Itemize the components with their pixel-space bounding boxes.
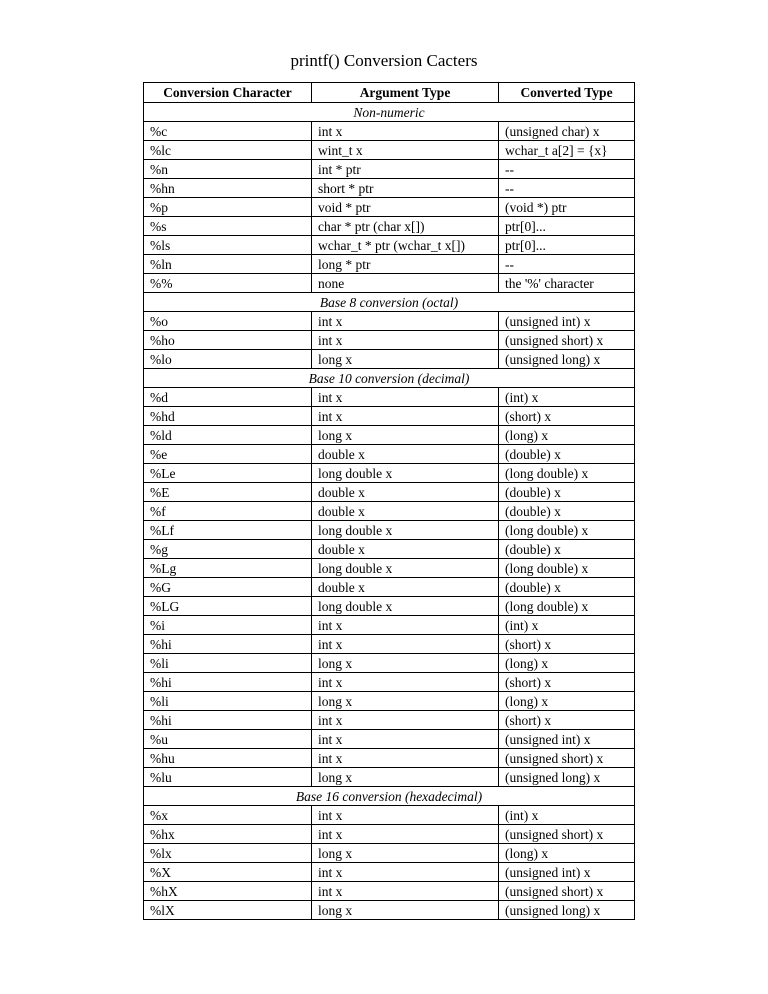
argument-type-cell: int x <box>312 730 499 749</box>
argument-type-cell: none <box>312 274 499 293</box>
converted-type-cell: (long) x <box>499 654 635 673</box>
argument-type-cell: int x <box>312 882 499 901</box>
table-row <box>144 198 635 217</box>
converted-type-cell: (unsigned char) x <box>499 122 635 141</box>
conversion-character-cell: %G <box>144 578 312 597</box>
section-title: Base 10 conversion (decimal) <box>144 369 635 388</box>
section-header-row <box>144 103 635 122</box>
argument-type-cell: int x <box>312 711 499 730</box>
converted-type-cell: (double) x <box>499 540 635 559</box>
table-row <box>144 882 635 901</box>
argument-type-cell: double x <box>312 483 499 502</box>
table-body <box>144 103 635 920</box>
table-row <box>144 540 635 559</box>
argument-type-cell: double x <box>312 445 499 464</box>
column-header-conversion-character: Conversion Character <box>144 83 312 103</box>
argument-type-cell: int * ptr <box>312 160 499 179</box>
argument-type-cell: double x <box>312 540 499 559</box>
section-header-row <box>144 787 635 806</box>
converted-type-cell: ptr[0]... <box>499 236 635 255</box>
argument-type-cell: long * ptr <box>312 255 499 274</box>
table-row <box>144 711 635 730</box>
table-row <box>144 502 635 521</box>
table-row <box>144 730 635 749</box>
conversion-character-cell: %g <box>144 540 312 559</box>
conversion-character-cell: %li <box>144 692 312 711</box>
page-title: printf() Conversion Cacters <box>290 51 478 70</box>
table-row <box>144 825 635 844</box>
converted-type-cell: (short) x <box>499 711 635 730</box>
table-row <box>144 692 635 711</box>
converted-type-cell: (unsigned short) x <box>499 749 635 768</box>
argument-type-cell: int x <box>312 749 499 768</box>
argument-type-cell: double x <box>312 502 499 521</box>
converted-type-cell: (unsigned long) x <box>499 901 635 920</box>
table-row <box>144 749 635 768</box>
conversion-character-cell: %lo <box>144 350 312 369</box>
converted-type-cell: (unsigned short) x <box>499 882 635 901</box>
converted-type-cell: (long double) x <box>499 464 635 483</box>
conversion-character-cell: %lX <box>144 901 312 920</box>
table-row <box>144 901 635 920</box>
table-row <box>144 768 635 787</box>
argument-type-cell: int x <box>312 331 499 350</box>
table-row <box>144 635 635 654</box>
conversion-character-cell: %x <box>144 806 312 825</box>
conversion-character-cell: %u <box>144 730 312 749</box>
conversion-character-cell: %% <box>144 274 312 293</box>
argument-type-cell: int x <box>312 673 499 692</box>
table-row <box>144 521 635 540</box>
header-row <box>144 83 635 103</box>
converted-type-cell: (void *) ptr <box>499 198 635 217</box>
conversion-character-cell: %ho <box>144 331 312 350</box>
argument-type-cell: double x <box>312 578 499 597</box>
conversion-character-cell: %ld <box>144 426 312 445</box>
conversion-character-cell: %s <box>144 217 312 236</box>
table-row <box>144 863 635 882</box>
argument-type-cell: int x <box>312 616 499 635</box>
table-row <box>144 255 635 274</box>
converted-type-cell: (unsigned long) x <box>499 768 635 787</box>
table-row <box>144 274 635 293</box>
table-row <box>144 350 635 369</box>
argument-type-cell: int x <box>312 407 499 426</box>
argument-type-cell: int x <box>312 635 499 654</box>
table-row <box>144 426 635 445</box>
converted-type-cell: (short) x <box>499 673 635 692</box>
table-row <box>144 122 635 141</box>
conversion-character-cell: %f <box>144 502 312 521</box>
conversion-character-cell: %hd <box>144 407 312 426</box>
argument-type-cell: long double x <box>312 559 499 578</box>
column-header-argument-type: Argument Type <box>312 83 499 103</box>
converted-type-cell: (long) x <box>499 426 635 445</box>
converted-type-cell: (double) x <box>499 483 635 502</box>
converted-type-cell: wchar_t a[2] = {x} <box>499 141 635 160</box>
argument-type-cell: long double x <box>312 464 499 483</box>
conversion-character-cell: %E <box>144 483 312 502</box>
converted-type-cell: (double) x <box>499 445 635 464</box>
conversion-character-cell: %o <box>144 312 312 331</box>
converted-type-cell: (double) x <box>499 502 635 521</box>
table-row <box>144 654 635 673</box>
section-title: Base 16 conversion (hexadecimal) <box>144 787 635 806</box>
converted-type-cell: (int) x <box>499 388 635 407</box>
converted-type-cell: (unsigned short) x <box>499 825 635 844</box>
conversion-table <box>143 82 635 920</box>
converted-type-cell: (short) x <box>499 407 635 426</box>
table-row <box>144 616 635 635</box>
argument-type-cell: long double x <box>312 597 499 616</box>
converted-type-cell: (unsigned int) x <box>499 730 635 749</box>
converted-type-cell: (short) x <box>499 635 635 654</box>
argument-type-cell: wchar_t * ptr (wchar_t x[]) <box>312 236 499 255</box>
conversion-character-cell: %Le <box>144 464 312 483</box>
table-row <box>144 141 635 160</box>
table-row <box>144 844 635 863</box>
table-row <box>144 160 635 179</box>
converted-type-cell: -- <box>499 179 635 198</box>
conversion-character-cell: %ln <box>144 255 312 274</box>
conversion-character-cell: %c <box>144 122 312 141</box>
argument-type-cell: short * ptr <box>312 179 499 198</box>
conversion-character-cell: %n <box>144 160 312 179</box>
conversion-character-cell: %hx <box>144 825 312 844</box>
converted-type-cell: (int) x <box>499 806 635 825</box>
conversion-character-cell: %d <box>144 388 312 407</box>
converted-type-cell: (double) x <box>499 578 635 597</box>
argument-type-cell: long x <box>312 426 499 445</box>
table-row <box>144 597 635 616</box>
table-header <box>144 83 635 103</box>
conversion-character-cell: %hX <box>144 882 312 901</box>
argument-type-cell: int x <box>312 122 499 141</box>
converted-type-cell: (unsigned int) x <box>499 312 635 331</box>
argument-type-cell: long x <box>312 350 499 369</box>
conversion-character-cell: %LG <box>144 597 312 616</box>
converted-type-cell: ptr[0]... <box>499 217 635 236</box>
converted-type-cell: -- <box>499 160 635 179</box>
section-title: Non-numeric <box>144 103 635 122</box>
argument-type-cell: char * ptr (char x[]) <box>312 217 499 236</box>
conversion-character-cell: %ls <box>144 236 312 255</box>
conversion-character-cell: %hu <box>144 749 312 768</box>
table-row <box>144 445 635 464</box>
conversion-character-cell: %hi <box>144 673 312 692</box>
conversion-character-cell: %p <box>144 198 312 217</box>
conversion-character-cell: %hi <box>144 711 312 730</box>
argument-type-cell: int x <box>312 388 499 407</box>
converted-type-cell: (unsigned long) x <box>499 350 635 369</box>
argument-type-cell: int x <box>312 806 499 825</box>
column-header-converted-type: Converted Type <box>499 83 635 103</box>
conversion-character-cell: %lu <box>144 768 312 787</box>
conversion-character-cell: %e <box>144 445 312 464</box>
converted-type-cell: (long double) x <box>499 559 635 578</box>
section-header-row <box>144 369 635 388</box>
argument-type-cell: long x <box>312 844 499 863</box>
table-row <box>144 559 635 578</box>
conversion-character-cell: %li <box>144 654 312 673</box>
table-row <box>144 179 635 198</box>
converted-type-cell: (unsigned int) x <box>499 863 635 882</box>
argument-type-cell: long x <box>312 901 499 920</box>
argument-type-cell: wint_t x <box>312 141 499 160</box>
argument-type-cell: long x <box>312 768 499 787</box>
table-row <box>144 578 635 597</box>
argument-type-cell: int x <box>312 863 499 882</box>
table-row <box>144 331 635 350</box>
table-row <box>144 483 635 502</box>
converted-type-cell: (long) x <box>499 844 635 863</box>
conversion-character-cell: %X <box>144 863 312 882</box>
argument-type-cell: long x <box>312 654 499 673</box>
conversion-character-cell: %lx <box>144 844 312 863</box>
table-row <box>144 673 635 692</box>
conversion-character-cell: %hi <box>144 635 312 654</box>
table-row <box>144 806 635 825</box>
converted-type-cell: -- <box>499 255 635 274</box>
argument-type-cell: int x <box>312 825 499 844</box>
argument-type-cell: int x <box>312 312 499 331</box>
conversion-character-cell: %Lg <box>144 559 312 578</box>
table-row <box>144 388 635 407</box>
conversion-character-cell: %Lf <box>144 521 312 540</box>
converted-type-cell: (int) x <box>499 616 635 635</box>
section-title: Base 8 conversion (octal) <box>144 293 635 312</box>
table-row <box>144 312 635 331</box>
conversion-character-cell: %hn <box>144 179 312 198</box>
converted-type-cell: (long double) x <box>499 521 635 540</box>
table-row <box>144 217 635 236</box>
table-row <box>144 407 635 426</box>
converted-type-cell: (long) x <box>499 692 635 711</box>
converted-type-cell: (unsigned short) x <box>499 331 635 350</box>
converted-type-cell: (long double) x <box>499 597 635 616</box>
converted-type-cell: the '%' character <box>499 274 635 293</box>
conversion-character-cell: %i <box>144 616 312 635</box>
section-header-row <box>144 293 635 312</box>
conversion-character-cell: %lc <box>144 141 312 160</box>
table-row <box>144 236 635 255</box>
argument-type-cell: long double x <box>312 521 499 540</box>
table-row <box>144 464 635 483</box>
argument-type-cell: void * ptr <box>312 198 499 217</box>
argument-type-cell: long x <box>312 692 499 711</box>
